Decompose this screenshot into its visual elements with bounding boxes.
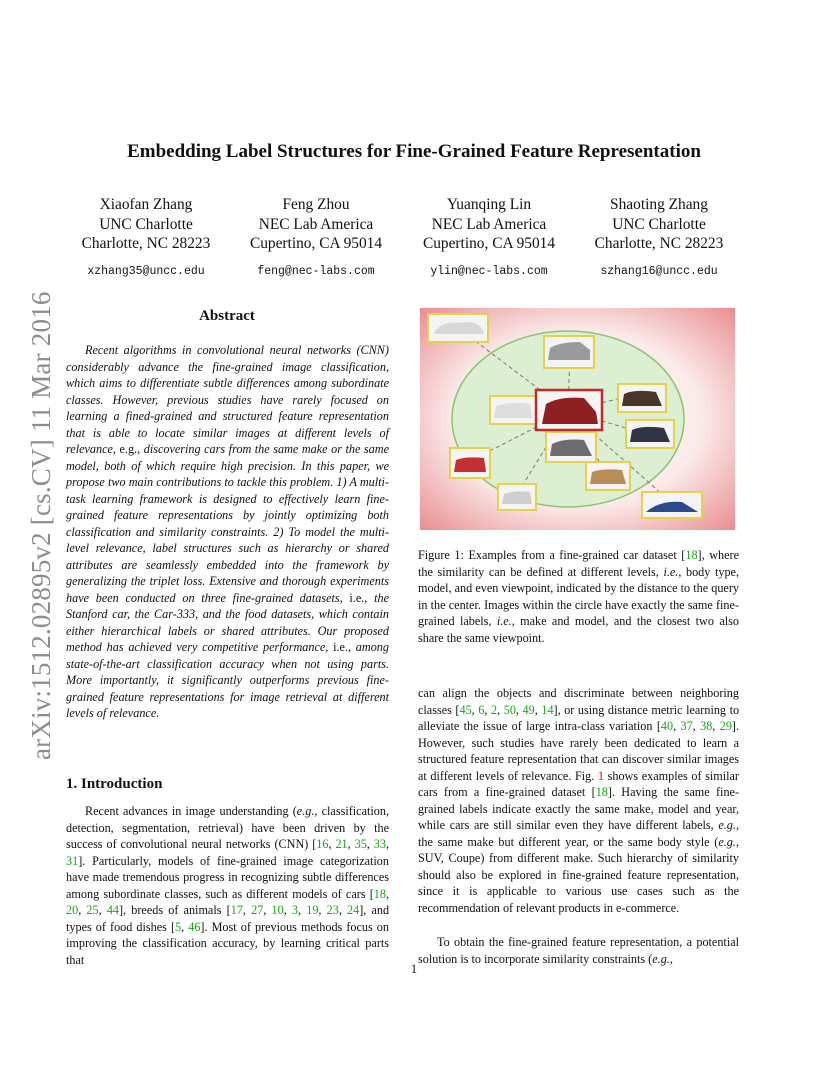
figure-1-caption xyxy=(418,547,739,646)
citation-link[interactable]: 14 xyxy=(541,702,554,717)
author-name: Xiaofan Zhang xyxy=(99,196,193,213)
abstract-text-part: Recent algorithms in convolutional neural networks (CNN) considerably advance the fine-grained image classification, which aims to differentiate subtle differences among subordinate classes. However, previous studies have rarely focused on learning a fined-grained and structured feature representation that is able to locate similar images at different levels of relevance, xyxy=(66,343,389,456)
text-segment: ], where the similarity can be defined at different levels, xyxy=(418,548,739,579)
citation-link[interactable]: 50 xyxy=(503,702,516,717)
author-affiliation: NEC Lab America xyxy=(431,215,547,233)
citation-link[interactable]: 18 xyxy=(373,886,386,901)
text-segment: ], or using distance metric learning to alleviate the issue of large intra-class variation [ xyxy=(418,702,740,733)
abstract-heading: Abstract xyxy=(199,308,255,324)
citation-link[interactable]: 6 xyxy=(478,702,485,717)
section-heading-introduction: 1. Introduction xyxy=(66,776,163,792)
citation-link[interactable]: 18 xyxy=(685,548,698,562)
author-email[interactable]: xzhang35@uncc.edu xyxy=(87,264,205,278)
citation-link[interactable]: 27 xyxy=(251,903,264,917)
author-location: Charlotte, NC 28223 xyxy=(594,235,724,252)
abstract-text-part: , the Stanford car, the Car-333, and the food datasets, which contain either hierarchical labels or shared attributes. Our proposed method has achieved very competitive performance, xyxy=(66,590,389,654)
author-4 xyxy=(564,195,754,281)
abstract-text-part: i.e. xyxy=(333,640,348,654)
citation-link[interactable]: 45 xyxy=(459,702,472,717)
text-segment: Recent advances in image understanding ( xyxy=(85,804,297,818)
citation-link[interactable]: 33 xyxy=(373,837,386,851)
text-segment: , xyxy=(181,919,189,934)
abstract-text-part: , among state-of-the-art classification accuracy when not using parts. More importantly, it significantly outperforms previous fine-grained feature representations for image retrieval at different levels of relevance. xyxy=(66,640,389,720)
text-segment: , xyxy=(497,702,504,717)
text-segment: , body type, model, and even viewpoint, indicated by the distance to the query in the center. Images within the circle have exactly the same fine-grained labels, xyxy=(418,564,739,628)
citation-link[interactable]: 31 xyxy=(66,853,79,868)
citation-link[interactable]: 46 xyxy=(188,919,201,934)
text-segment: , classification, detection, segmentation, retrieval) have been driven by the success of convolutional neural networks (CNN) [ xyxy=(66,804,389,851)
author-name: Yuanqing Lin xyxy=(446,196,532,213)
text-segment: can align the objects and discriminate between neighboring classes [ xyxy=(418,686,739,717)
citation-link[interactable]: 19 xyxy=(306,903,319,917)
author-affiliation: UNC Charlotte xyxy=(612,215,706,233)
author-name: Feng Zhou xyxy=(282,196,350,213)
intro-paragraph-left xyxy=(66,803,389,968)
figure-1-image xyxy=(420,308,735,530)
author-1 xyxy=(51,195,241,281)
citation-link[interactable]: 49 xyxy=(522,702,535,717)
text-segment: e.g. xyxy=(718,818,736,832)
author-2 xyxy=(221,195,411,281)
citation-link[interactable]: 35 xyxy=(354,837,367,851)
figure-reference-link[interactable]: 1 xyxy=(597,768,604,783)
abstract-text-part: , discovering cars from the same make or the same model, both of which require high precision. In this paper, we propose two main contributions to tackle this problem. 1) A multi-task learning framework is designed to effectively learn fine-grained feature representations by jointly optimizing both classification and similarity constraints. 2) To model the multi-level relevance, label structures such as hierarchy or shared attributes are seamlessly embedded into the framework by generalizing the triplet loss. Extensive and thorough experiments have been conducted on three fine-grained datasets, xyxy=(66,442,389,605)
citation-link[interactable]: 10 xyxy=(271,903,284,917)
citation-link[interactable]: 2 xyxy=(491,702,498,717)
text-segment: e.g. xyxy=(652,951,670,966)
text-segment: , make and model, and the closest two also share the same viewpoint. xyxy=(418,614,739,645)
citation-link[interactable]: 23 xyxy=(326,903,339,917)
citation-link[interactable]: 20 xyxy=(66,903,79,917)
text-segment: , the same make but different year, or the same body style ( xyxy=(418,818,739,849)
text-segment: , xyxy=(366,837,374,851)
citation-link[interactable]: 18 xyxy=(595,785,608,799)
citation-link[interactable]: 3 xyxy=(291,903,298,917)
text-segment: , xyxy=(385,886,389,901)
text-segment: , xyxy=(328,837,336,851)
abstract-text xyxy=(66,342,389,722)
text-segment: ], and types of food dishes [ xyxy=(66,903,390,934)
citation-link[interactable]: 29 xyxy=(719,719,732,733)
text-segment: ]. Most of previous methods focus on improving the classification accuracy, by learning critical parts that xyxy=(66,919,389,967)
author-affiliation: UNC Charlotte xyxy=(99,215,193,233)
citation-link[interactable]: 16 xyxy=(316,837,329,851)
text-segment: , xyxy=(338,903,348,917)
author-email[interactable]: szhang16@uncc.edu xyxy=(600,264,718,278)
text-segment: , xyxy=(484,702,491,717)
arxiv-stamp-text: arXiv:1512.02895v2 [cs.CV] 11 Mar 2016 xyxy=(26,291,56,760)
page-number: 1 xyxy=(410,962,418,976)
author-location: Cupertino, CA 95014 xyxy=(249,235,383,252)
text-segment: , xyxy=(515,702,523,717)
text-segment: , xyxy=(98,903,107,917)
text-segment: ]. Having the same fine-grained labels indicate exactly the same make, model and year, while cars are still similar even they have different labels, xyxy=(418,785,740,832)
text-segment: , xyxy=(242,903,252,917)
citation-link[interactable]: 21 xyxy=(335,837,348,851)
citation-link[interactable]: 37 xyxy=(680,719,693,733)
arxiv-stamp xyxy=(20,280,60,760)
figure-1 xyxy=(420,308,735,530)
citation-link[interactable]: 25 xyxy=(86,903,99,917)
text-segment: ], breeds of animals [ xyxy=(119,903,231,917)
text-segment: , xyxy=(673,719,681,733)
text-segment: , xyxy=(534,702,542,717)
text-segment: To obtain the fine-grained feature representation, a potential solution is to incorporate similarity constraints ( xyxy=(418,935,739,966)
text-segment: Figure 1: Examples from a fine-grained car dataset [ xyxy=(418,548,686,562)
text-segment: i.e. xyxy=(663,564,679,579)
abstract-text-part: i.e. xyxy=(349,590,365,605)
citation-link[interactable]: 38 xyxy=(700,719,713,733)
text-segment: , xyxy=(298,903,307,917)
text-segment: , xyxy=(283,903,292,917)
text-segment: , xyxy=(712,719,720,733)
text-segment: shows examples of similar cars from a fine-grained dataset [ xyxy=(418,768,739,799)
author-name: Shaoting Zhang xyxy=(610,196,708,213)
text-segment: i.e. xyxy=(496,614,512,628)
author-email[interactable]: ylin@nec-labs.com xyxy=(430,264,548,278)
text-segment: e.g. xyxy=(718,834,736,849)
text-segment: , SUV, Coupe) from different make. Such hierarchy of similarity should also be explored in fine-grained feature representation, since it is applicable to various use cases such as the recommendation of relevant products in e-commerce. xyxy=(418,834,739,915)
citation-link[interactable]: 44 xyxy=(106,903,119,917)
citation-link[interactable]: 17 xyxy=(230,903,243,917)
text-segment: , xyxy=(385,837,389,851)
text-segment: ]. However, such studies have rarely been dedicated to learn a structured feature representation that can discover similar images at different levels of relevance. Fig. xyxy=(418,719,740,783)
citation-link[interactable]: 24 xyxy=(347,903,360,917)
intro-paragraph-right xyxy=(418,685,739,916)
citation-link[interactable]: 40 xyxy=(660,719,674,733)
text-segment: ]. Particularly, models of fine-grained image categorization have made tremendous progress in recognizing subtle differences among subordinate classes, such as different models of cars [ xyxy=(66,853,389,901)
text-segment: , xyxy=(471,702,479,717)
text-segment: , xyxy=(669,951,673,966)
text-segment: , xyxy=(692,719,701,733)
author-email[interactable]: feng@nec-labs.com xyxy=(257,264,375,278)
author-location: Charlotte, NC 28223 xyxy=(81,235,211,252)
text-segment: , xyxy=(78,903,87,917)
abstract-text-part: e.g. xyxy=(119,442,138,456)
author-3 xyxy=(394,195,584,281)
author-affiliation: NEC Lab America xyxy=(258,215,374,233)
text-segment: e.g. xyxy=(296,804,315,818)
citation-link[interactable]: 5 xyxy=(175,919,182,934)
text-segment: , xyxy=(347,837,355,851)
text-segment: , xyxy=(318,903,327,917)
paper-title: Embedding Label Structures for Fine-Grained Feature Representation xyxy=(127,141,701,162)
text-segment: , xyxy=(263,903,272,917)
author-location: Cupertino, CA 95014 xyxy=(422,235,556,252)
